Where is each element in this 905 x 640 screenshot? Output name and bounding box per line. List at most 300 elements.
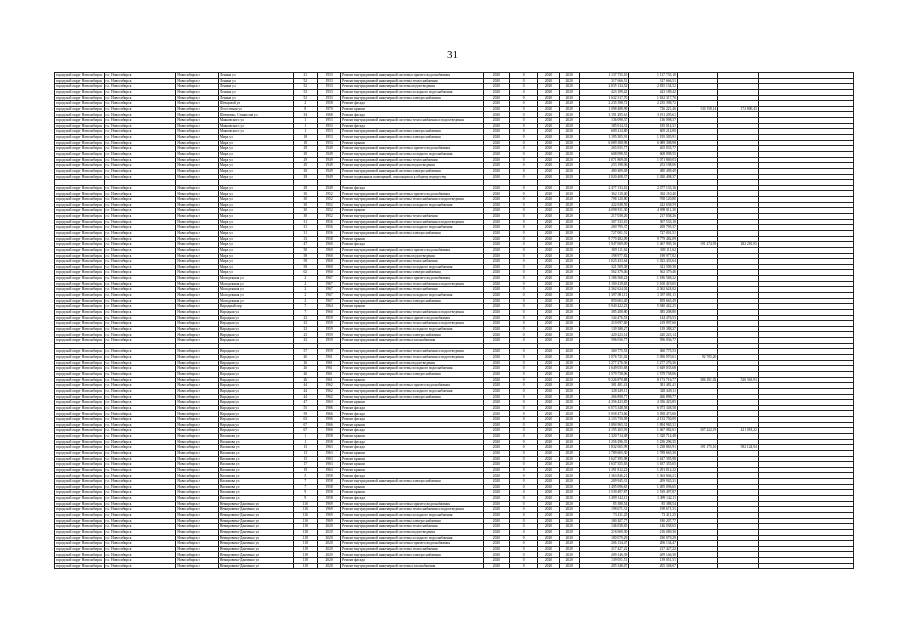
cell-house: 1 <box>293 439 317 445</box>
cell-work-type: Ремонт внутридомовой инженерной системы теплоснабжения и водоотведения <box>341 355 484 361</box>
cell-start-year: 2020 <box>538 473 559 479</box>
cell-street: Народная ул <box>218 321 293 327</box>
cell-zero-col: 0 <box>510 541 538 547</box>
cell-house: 63 <box>293 417 317 423</box>
cell-city: Новосибирск г <box>176 140 218 146</box>
cell-end-year: 2020 <box>559 546 579 552</box>
cell-end-year: 2020 <box>559 185 579 191</box>
cell-zero-col: 0 <box>510 411 538 417</box>
cell-plan-year: 2020 <box>483 467 509 473</box>
cell-district: г.о. Новосибирск <box>104 355 176 361</box>
cell-total-cost: 1 291 812,22 <box>579 467 629 473</box>
cell-year-built: 1967 <box>317 281 340 287</box>
cell-zero-col: 0 <box>510 529 538 535</box>
cell-house: 30 <box>293 214 317 220</box>
cell-city: Новосибирск г <box>176 445 218 451</box>
cell-end-year: 2020 <box>559 78 579 84</box>
cell-total-cost: 198 671,31 <box>579 507 629 513</box>
cell-plan-year: 2020 <box>483 383 509 389</box>
cell-work-type: Ремонт внутридомовой инженерной системы теплоснабжения и водоотведения <box>341 281 484 287</box>
cell-municipality: городской округ Новосибирск <box>56 366 103 371</box>
cell-city: Новосибирск г <box>176 101 218 107</box>
cell-zero-col: 0 <box>510 146 538 152</box>
cell-year-built: 1958 <box>317 236 340 242</box>
cell-end-year: 2020 <box>559 298 579 304</box>
cell-zero-col: 0 <box>510 321 538 327</box>
cell-house: 7 <box>293 484 317 490</box>
cell-municipality: городской округ Новосибирск <box>56 405 103 410</box>
cell-start-year: 2020 <box>538 247 559 253</box>
cell-work-type: Ремонт внутридомовой инженерной системы холодного водоснабжения <box>341 326 484 332</box>
cell-year-built: 1952 <box>317 197 340 203</box>
cell-start-year: 2020 <box>538 394 559 400</box>
cell-house: 13 <box>293 450 317 456</box>
cell-fund-cost: 360 775,53 <box>629 349 678 355</box>
cell-municipality: городской округ Новосибирск <box>56 524 103 529</box>
cell-plan-year: 2020 <box>483 496 509 502</box>
cell-work-type: Ремонт крыши <box>341 236 484 242</box>
cell-year-built: 1961 <box>317 377 340 383</box>
cell-year-built: 1952 <box>317 191 340 197</box>
cell-end-year: 2020 <box>559 535 579 541</box>
cell-work-type: Ремонт внутридомовой инженерной системы горячего водоснабжения <box>341 146 484 152</box>
cell-municipality: городской округ Новосибирск <box>56 355 103 360</box>
cell-city: Новосибирск г <box>176 434 218 440</box>
cell-municipality: городской округ Новосибирск <box>56 456 103 461</box>
cell-street: Мира ул <box>218 174 293 180</box>
cell-zero-col: 0 <box>510 135 538 141</box>
cell-end-year: 2020 <box>559 512 579 518</box>
cell-district: г.о. Новосибирск <box>104 450 176 456</box>
cell-street: Мира ул <box>218 191 293 197</box>
cell-year-built: 1969 <box>317 507 340 513</box>
cell-zero-col: 0 <box>510 552 538 558</box>
cell-city: Новосибирск г <box>176 84 218 90</box>
cell-work-type: Ремонт крыши <box>341 304 484 310</box>
cell-fund-cost: 708 120,80 <box>629 197 678 203</box>
cell-district: г.о. Новосибирск <box>104 473 176 479</box>
cell-house: 118 <box>293 524 317 530</box>
cell-house: 30 <box>293 191 317 197</box>
cell-fund-cost: 1 100 419,65 <box>629 281 678 287</box>
cell-house: 29 <box>293 168 317 174</box>
cell-house: 1 <box>293 123 317 129</box>
cell-start-year: 2020 <box>538 563 559 569</box>
cell-city: Новосибирск г <box>176 490 218 496</box>
cell-city: Новосибирск г <box>176 541 218 547</box>
cell-fund-cost: 185 014,31 <box>629 123 678 129</box>
cell-zero-col: 0 <box>510 450 538 456</box>
cell-plan-year: 2020 <box>483 112 509 118</box>
cell-total-cost: 1 363 846,21 <box>579 473 629 479</box>
cell-district: г.о. Новосибирск <box>104 197 176 203</box>
cell-end-year: 2020 <box>559 541 579 547</box>
cell-fund-cost: 6 073 348,58 <box>629 405 678 411</box>
cell-fund-cost: 1 256 296,35 <box>629 439 678 445</box>
cell-fund-cost: 180 079,29 <box>629 535 678 541</box>
cell-municipality: городской округ Новосибирск <box>56 450 103 455</box>
cell-zero-col: 0 <box>510 168 538 174</box>
cell-house: 118 <box>293 552 317 558</box>
cell-plan-year: 2020 <box>483 304 509 310</box>
cell-year-built: 1962 <box>317 394 340 400</box>
cell-work-type: Ремонт фасада <box>341 417 484 423</box>
cell-work-type: Ремонт фасада <box>341 242 484 248</box>
cell-year-built: 1967 <box>317 298 340 304</box>
cell-plan-year: 2020 <box>483 281 509 287</box>
cell-zero-col: 0 <box>510 95 538 101</box>
cell-end-year: 2020 <box>559 315 579 321</box>
cell-year-built: 1956 <box>317 225 340 231</box>
cell-plan-year: 2020 <box>483 321 509 327</box>
cell-district: г.о. Новосибирск <box>104 270 176 276</box>
cell-work-type: Ремонт внутридомовой инженерной системы холодного водоснабжения <box>341 388 484 394</box>
cell-street: Мира ул <box>218 135 293 141</box>
cell-total-cost: 321 509,38 <box>579 264 629 270</box>
cell-municipality: городской округ Новосибирск <box>56 321 103 326</box>
cell-fund-cost: 1 195 305,91 <box>629 135 678 141</box>
cell-municipality: городской округ Новосибирск <box>56 225 103 230</box>
cell-municipality: городской округ Новосибирск <box>56 484 103 489</box>
cell-total-cost: 423 189,42 <box>579 89 629 95</box>
cell-zero-col: 0 <box>510 208 538 214</box>
cell-house: 26 <box>293 377 317 383</box>
cell-total-cost: 2 195 265,93 <box>579 428 629 434</box>
page-number: 31 <box>447 49 458 61</box>
cell-city: Новосибирск г <box>176 197 218 203</box>
cell-plan-year: 2020 <box>483 338 509 344</box>
cell-start-year: 2020 <box>538 78 559 84</box>
cell-fund-cost: 726 221,46 <box>629 106 678 112</box>
cell-total-cost: 3 191 295,61 <box>579 112 629 118</box>
cell-street: Нахимова ул <box>218 496 293 502</box>
cell-house: 2 <box>293 281 317 287</box>
cell-work-type: Ремонт внутридомовой инженерной системы газоснабжения <box>341 563 484 569</box>
cell-district: г.о. Новосибирск <box>104 501 176 507</box>
cell-municipality: городской округ Новосибирск <box>56 473 103 478</box>
cell-end-year: 2020 <box>559 123 579 129</box>
cell-end-year: 2020 <box>559 106 579 112</box>
cell-city: Новосибирск г <box>176 123 218 129</box>
cell-house: 118 <box>293 529 317 535</box>
cell-plan-year: 2020 <box>483 236 509 242</box>
cell-fund-cost: 180 207,77 <box>629 518 678 524</box>
cell-district: г.о. Новосибирск <box>104 321 176 327</box>
cell-year-built: 1958 <box>317 496 340 502</box>
cell-plan-year: 2020 <box>483 411 509 417</box>
cell-year-built: 1967 <box>317 292 340 298</box>
cell-city: Новосибирск г <box>176 439 218 445</box>
cell-street: Народная ул <box>218 326 293 332</box>
cell-end-year: 2020 <box>559 112 579 118</box>
cell-city: Новосибирск г <box>176 524 218 530</box>
cell-year-built: 1960 <box>317 242 340 248</box>
cell-total-cost: 2 477 133,16 <box>579 185 629 191</box>
cell-end-year: 2020 <box>559 428 579 434</box>
cell-year-built: 1933 <box>317 84 340 90</box>
cell-plan-year: 2020 <box>483 524 509 530</box>
cell-street: Мира ул <box>218 214 293 220</box>
cell-house: 118 <box>293 535 317 541</box>
cell-total-cost: 1 320 714,48 <box>579 434 629 440</box>
cell-start-year: 2020 <box>538 95 559 101</box>
cell-house: 52 <box>293 84 317 90</box>
cell-plan-year: 2020 <box>483 490 509 496</box>
cell-year-built: 1962 <box>317 383 340 389</box>
cell-year-built: 1960 <box>317 259 340 265</box>
cell-house: 18 <box>293 140 317 146</box>
cell-fund-cost: 480 409,49 <box>629 168 678 174</box>
cell-year-built: 2020 <box>317 535 340 541</box>
cell-house: 44 <box>293 394 317 400</box>
cell-district: г.о. Новосибирск <box>104 242 176 248</box>
cell-work-type: Ремонт внутридомовой инженерной системы горячего водоснабжения <box>341 541 484 547</box>
cell-street: Немировича-Данченко ул <box>218 541 293 547</box>
cell-year-built: 1959 <box>317 338 340 344</box>
cell-total-cost: 1 637 355,65 <box>579 462 629 468</box>
cell-zero-col: 0 <box>510 106 538 112</box>
cell-start-year: 2020 <box>538 360 559 366</box>
cell-plan-year: 2020 <box>483 450 509 456</box>
cell-district: г.о. Новосибирск <box>104 388 176 394</box>
cell-city: Новосибирск г <box>176 129 218 135</box>
cell-fund-cost: 206 134,47 <box>629 541 678 547</box>
cell-extra-cost-b: 526 363,93 <box>718 377 758 383</box>
cell-total-cost: 265 035,77 <box>579 146 629 152</box>
cell-total-cost: 1 071 869,03 <box>579 157 629 163</box>
cell-work-type: Ремонт внутридомовой инженерной системы электроснабжения <box>341 371 484 377</box>
cell-municipality: городской округ Новосибирск <box>56 214 103 219</box>
cell-fund-cost: 1 649 035,68 <box>629 366 678 372</box>
cell-municipality: городской округ Новосибирск <box>56 163 103 168</box>
cell-plan-year: 2020 <box>483 479 509 485</box>
cell-total-cost: 139 051,51 <box>579 558 629 564</box>
cell-city: Новосибирск г <box>176 535 218 541</box>
cell-work-type: Ремонт крыши <box>341 434 484 440</box>
cell-street: Молодежная ул <box>218 281 293 287</box>
cell-end-year: 2020 <box>559 101 579 107</box>
cell-zero-col: 0 <box>510 524 538 530</box>
cell-district: г.о. Новосибирск <box>104 400 176 406</box>
cell-fund-cost: 1 020 408,37 <box>629 174 678 180</box>
cell-plan-year: 2020 <box>483 151 509 157</box>
cell-plan-year: 2020 <box>483 253 509 259</box>
cell-work-type: Ремонт внутридомовой инженерной системы горячего водоснабжения <box>341 191 484 197</box>
cell-house: 58 <box>293 247 317 253</box>
cell-total-cost: 309 111,62 <box>579 247 629 253</box>
cell-municipality: городской округ Новосибирск <box>56 490 103 495</box>
cell-district: г.о. Новосибирск <box>104 292 176 298</box>
cell-house: 62 <box>293 270 317 276</box>
cell-municipality: городской округ Новосибирск <box>56 411 103 416</box>
cell-city: Новосибирск г <box>176 298 218 304</box>
cell-end-year: 2020 <box>559 253 579 259</box>
cell-total-cost: 1 397 081,11 <box>579 292 629 298</box>
cell-start-year: 2020 <box>538 112 559 118</box>
cell-total-cost: 1 947 069,09 <box>579 242 629 248</box>
cell-total-cost: 1 579 738,06 <box>579 371 629 377</box>
cell-end-year: 2020 <box>559 168 579 174</box>
cell-work-type: Ремонт фасада <box>341 428 484 434</box>
cell-district: г.о. Новосибирск <box>104 84 176 90</box>
cell-fund-cost: 265 035,77 <box>629 146 678 152</box>
cell-year-built: 1956 <box>317 219 340 225</box>
cell-work-type: Ремонт внутридомовой инженерной системы горячего водоснабжения <box>341 501 484 507</box>
cell-city: Новосибирск г <box>176 151 218 157</box>
cell-city: Новосибирск г <box>176 191 218 197</box>
cell-end-year: 2020 <box>559 326 579 332</box>
cell-work-type: Ремонт внутридомовой инженерной системы водоотведения <box>341 529 484 535</box>
cell-total-cost: 1 186 568,22 <box>579 276 629 282</box>
cell-house: 55 <box>293 405 317 411</box>
cell-district: г.о. Новосибирск <box>104 332 176 338</box>
cell-zero-col: 0 <box>510 563 538 569</box>
cell-district: г.о. Новосибирск <box>104 535 176 541</box>
cell-district: г.о. Новосибирск <box>104 174 176 180</box>
cell-fund-cost: 217 038,26 <box>629 214 678 220</box>
cell-fund-cost: 5 940 422,25 <box>629 304 678 310</box>
cell-total-cost: 360 775,53 <box>579 349 629 355</box>
cell-fund-cost: 1 637 355,65 <box>629 462 678 468</box>
cell-work-type: Ремонт внутридомовой инженерной системы теплоснабжения <box>341 157 484 163</box>
cell-end-year: 2020 <box>559 417 579 423</box>
cell-work-type: Ремонт внутридомовой инженерной системы холодного водоснабжения <box>341 151 484 157</box>
cell-start-year: 2020 <box>538 512 559 518</box>
cell-year-built: 1959 <box>317 315 340 321</box>
cell-plan-year: 2020 <box>483 349 509 355</box>
cell-end-year: 2020 <box>559 388 579 394</box>
cell-house: 30 <box>293 197 317 203</box>
cell-total-cost: 480 409,49 <box>579 168 629 174</box>
cell-street: Ленина ул <box>218 95 293 101</box>
cell-year-built: 1952 <box>317 214 340 220</box>
cell-street: Немировича-Данченко ул <box>218 512 293 518</box>
cell-total-cost: 1 100 419,65 <box>579 281 629 287</box>
cell-work-type: Ремонт внутридомовой инженерной системы газоснабжения <box>341 338 484 344</box>
cell-year-built: 1961 <box>317 366 340 372</box>
cell-city: Новосибирск г <box>176 428 218 434</box>
cell-zero-col: 0 <box>510 473 538 479</box>
cell-work-type: Ремонт внутридомовой инженерной системы электроснабжения <box>341 298 484 304</box>
cell-municipality: городской округ Новосибирск <box>56 191 103 196</box>
cell-municipality: городской округ Новосибирск <box>56 434 103 439</box>
cell-total-cost: 146 038,65 <box>579 524 629 530</box>
cell-work-type: Ремонт крыши <box>341 140 484 146</box>
cell-house: 17 <box>293 462 317 468</box>
cell-plan-year: 2020 <box>483 366 509 372</box>
cell-district: г.о. Новосибирск <box>104 298 176 304</box>
cell-district: г.о. Новосибирск <box>104 439 176 445</box>
cell-city: Новосибирск г <box>176 106 218 112</box>
cell-district: г.о. Новосибирск <box>104 129 176 135</box>
cell-work-type: Ремонт внутридомовой инженерной системы электроснабжения <box>341 168 484 174</box>
cell-zero-col: 0 <box>510 501 538 507</box>
cell-plan-year: 2020 <box>483 535 509 541</box>
cell-start-year: 2020 <box>538 270 559 276</box>
cell-fund-cost: 209 146,39 <box>629 552 678 558</box>
cell-work-type: Ремонт внутридомовой инженерной системы холодного водоснабжения <box>341 292 484 298</box>
cell-work-type: Ремонт крыши <box>341 456 484 462</box>
cell-street: Мира ул <box>218 140 293 146</box>
cell-zero-col: 0 <box>510 467 538 473</box>
cell-end-year: 2020 <box>559 309 579 315</box>
cell-work-type: Ремонт внутридомовой инженерной системы теплоснабжения <box>341 214 484 220</box>
cell-start-year: 2020 <box>538 298 559 304</box>
cell-district: г.о. Новосибирск <box>104 281 176 287</box>
cell-municipality: городской округ Новосибирск <box>56 112 103 117</box>
table-row <box>55 563 854 569</box>
cell-end-year: 2020 <box>559 496 579 502</box>
cell-total-cost: 185 014,31 <box>579 123 629 129</box>
cell-year-built: 1963 <box>317 462 340 468</box>
cell-fund-cost: 1 397 081,11 <box>629 292 678 298</box>
cell-work-type: Ремонт внутридомовой инженерной системы водоотведения <box>341 163 484 169</box>
cell-end-year: 2020 <box>559 360 579 366</box>
cell-end-year: 2020 <box>559 411 579 417</box>
cell-total-cost: 1 277 276,36 <box>579 360 629 366</box>
cell-house: 116 <box>293 512 317 518</box>
cell-district: г.о. Новосибирск <box>104 225 176 231</box>
cell-zero-col: 0 <box>510 185 538 191</box>
cell-plan-year: 2020 <box>483 394 509 400</box>
cell-district: г.о. Новосибирск <box>104 371 176 377</box>
cell-municipality: городской округ Новосибирск <box>56 372 103 377</box>
cell-house: 29 <box>293 146 317 152</box>
cell-house: 116 <box>293 518 317 524</box>
cell-start-year: 2020 <box>538 140 559 146</box>
cell-zero-col: 0 <box>510 197 538 203</box>
cell-zero-col: 0 <box>510 292 538 298</box>
cell-house: 1 <box>293 434 317 440</box>
cell-end-year: 2020 <box>559 366 579 372</box>
cell-municipality: городской округ Новосибирск <box>56 326 103 331</box>
cell-zero-col: 0 <box>510 456 538 462</box>
cell-work-type: Ремонт внутридомовой инженерной системы горячего водоснабжения <box>341 276 484 282</box>
cell-municipality: городской округ Новосибирск <box>56 106 103 111</box>
cell-city: Новосибирск г <box>176 338 218 344</box>
cell-start-year: 2020 <box>538 236 559 242</box>
cell-district: г.о. Новосибирск <box>104 236 176 242</box>
cell-end-year: 2020 <box>559 264 579 270</box>
cell-year-built: 1966 <box>317 411 340 417</box>
cell-zero-col: 0 <box>510 118 538 124</box>
cell-street: Маяковского ул <box>218 123 293 129</box>
cell-work-type: Ремонт внутридомовой инженерной системы горячего водоснабжения <box>341 73 484 79</box>
cell-street: Мира ул <box>218 208 293 214</box>
cell-start-year: 2020 <box>538 163 559 169</box>
cell-city: Новосибирск г <box>176 484 218 490</box>
cell-city: Новосибирск г <box>176 135 218 141</box>
cell-municipality: городской округ Новосибирск <box>56 377 103 382</box>
cell-city: Новосибирск г <box>176 78 218 84</box>
cell-fund-cost: 73 411,25 <box>629 512 678 518</box>
cell-end-year: 2020 <box>559 321 579 327</box>
cell-extra-cost-b: 282 281,83 <box>718 242 758 248</box>
cell-street: Народная ул <box>218 428 293 434</box>
cell-zero-col: 0 <box>510 366 538 372</box>
cell-district: г.о. Новосибирск <box>104 219 176 225</box>
cell-city: Новосибирск г <box>176 304 218 310</box>
cell-street: Молодежная ул <box>218 298 293 304</box>
cell-start-year: 2020 <box>538 332 559 338</box>
cell-street: Ленина ул <box>218 84 293 90</box>
cell-city: Новосибирск г <box>176 315 218 321</box>
cell-city: Новосибирск г <box>176 371 218 377</box>
cell-total-cost: 1 195 305,91 <box>579 135 629 141</box>
cell-year-built: 1959 <box>317 326 340 332</box>
cell-work-type: Ремонт внутридомовой инженерной системы электроснабжения <box>341 479 484 485</box>
cell-work-type: Ремонт внутридомовой инженерной системы электроснабжения <box>341 518 484 524</box>
